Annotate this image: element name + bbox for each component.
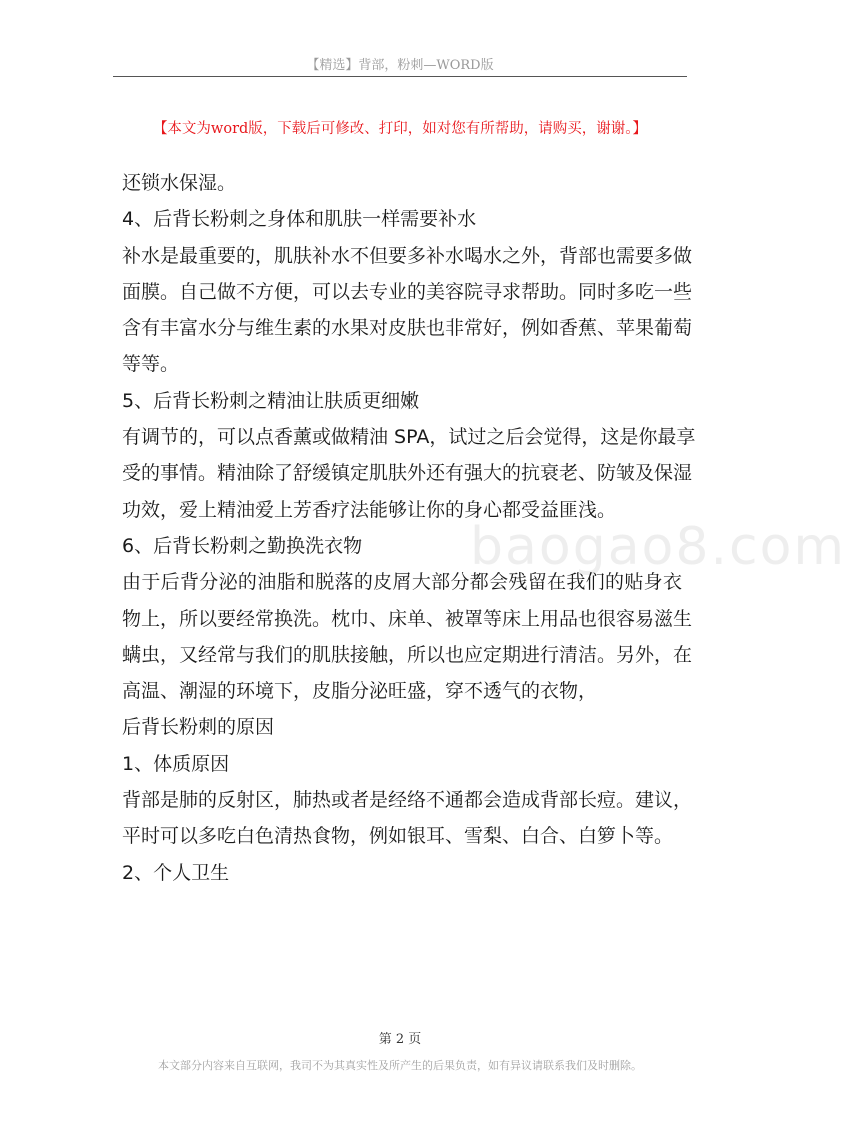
body-line: 背部是肺的反射区，肺热或者是经络不通都会造成背部长痘。建议， <box>122 789 693 812</box>
body-line: 高温、潮湿的环境下，皮脂分泌旺盛，穿不透气的衣物， <box>122 680 598 703</box>
body-line: 物上，所以要经常换洗。枕巾、床单、被罩等床上用品也很容易滋生 <box>122 607 693 630</box>
document-body <box>122 165 696 891</box>
body-line: 螨虫，又经常与我们的肌肤接触，所以也应定期进行清洁。另外，在 <box>122 643 693 666</box>
section-heading: 6、后背长粉刺之勤换洗衣物 <box>122 534 363 557</box>
section-heading: 2、个人卫生 <box>122 861 230 884</box>
download-notice: 【本文为word版，下载后可修改、打印，如对您有所帮助，请购买，谢谢。】 <box>152 121 648 137</box>
page-number: 第 2 页 <box>378 1032 422 1047</box>
body-line: 补水是最重要的，肌肤补水不但要多补水喝水之外，背部也需要多做 <box>122 244 693 267</box>
body-line: 有调节的，可以点香薰或做精油 SPA，试过之后会觉得，这是你最享 <box>122 426 696 449</box>
watermark: baogao8.com <box>470 517 846 577</box>
page-header-title: 【精选】背部，粉刺—WORD版 <box>306 58 494 73</box>
section-heading: 1、体质原因 <box>122 752 230 775</box>
section-heading: 4、后背长粉刺之身体和肌肤一样需要补水 <box>122 208 477 231</box>
section-heading: 5、后背长粉刺之精油让肤质更细嫩 <box>122 389 420 412</box>
body-line: 还锁水保湿。 <box>122 172 237 194</box>
section-heading: 后背长粉刺的原因 <box>122 716 275 739</box>
header-divider <box>113 76 687 77</box>
body-line: 功效，爱上精油爱上芳香疗法能够让你的身心都受益匪浅。 <box>122 498 617 521</box>
body-line: 等等。 <box>122 353 180 376</box>
body-line: 面膜。自己做不方便，可以去专业的美容院寻求帮助。同时多吃一些 <box>122 280 693 303</box>
body-line: 平时可以多吃白色清热食物，例如银耳、雪梨、白合、白箩卜等。 <box>122 825 674 848</box>
footer-disclaimer: 本文部分内容来自互联网，我司不为其真实性及所产生的后果负责，如有异议请联系我们及时删除。 <box>158 1059 642 1072</box>
body-line: 由于后背分泌的油脂和脱落的皮屑大部分都会残留在我们的贴身衣 <box>122 571 682 594</box>
body-line: 含有丰富水分与维生素的水果对皮肤也非常好，例如香蕉、苹果葡萄 <box>122 317 693 340</box>
body-line: 受的事情。精油除了舒缓镇定肌肤外还有强大的抗衰老、防皱及保湿 <box>122 462 693 485</box>
